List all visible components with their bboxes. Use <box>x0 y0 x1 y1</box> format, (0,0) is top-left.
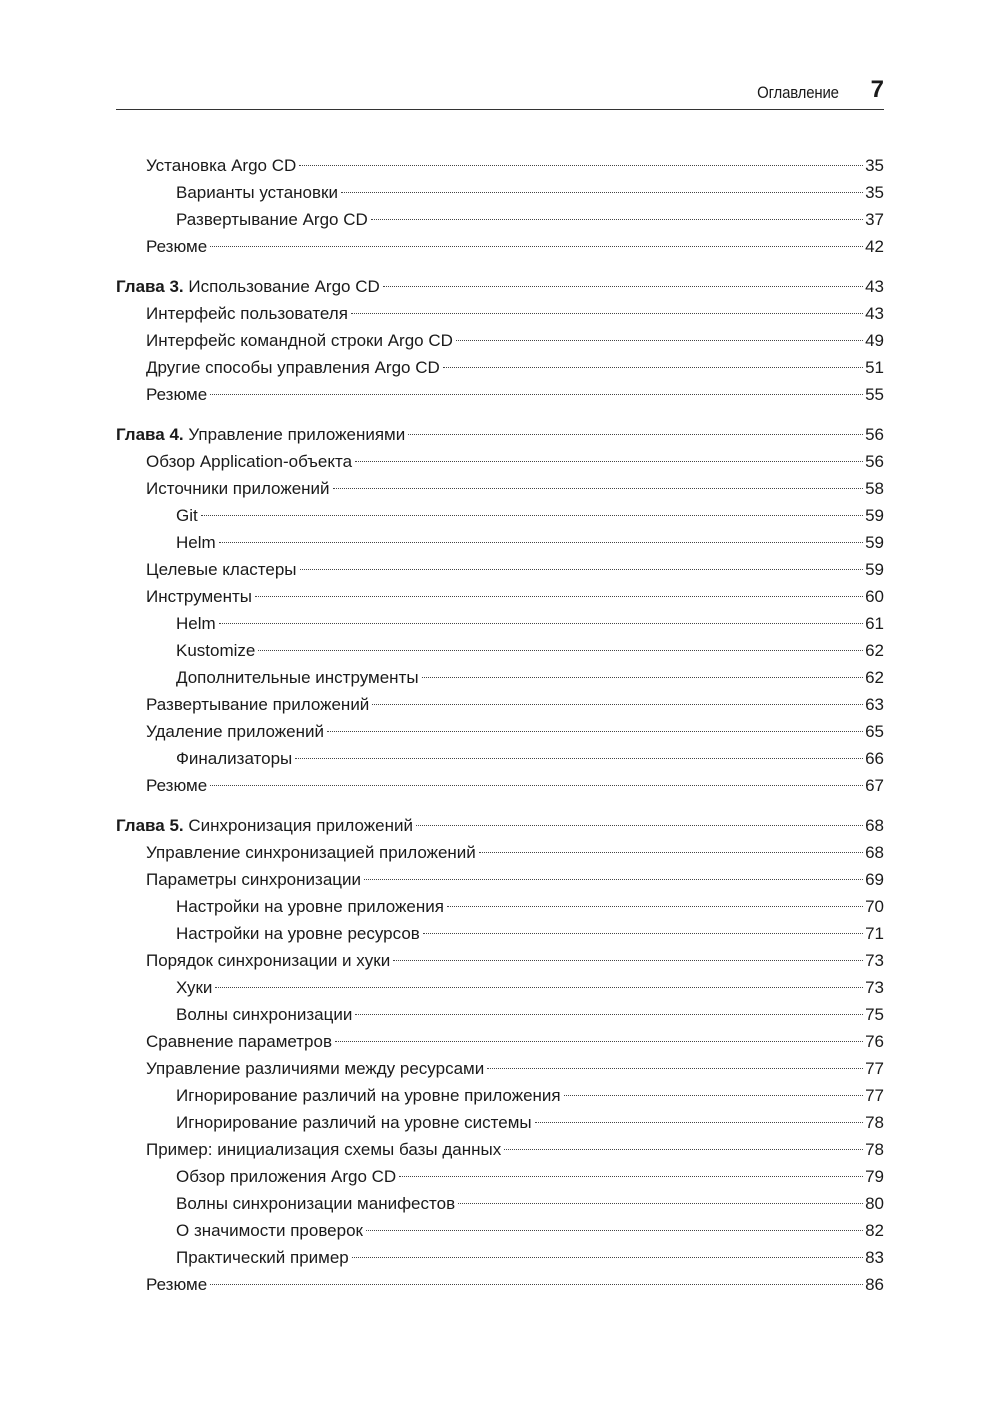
toc-entry-page: 59 <box>865 560 884 579</box>
toc-entry-label <box>146 947 392 974</box>
dot-leader <box>422 677 864 678</box>
dot-leader <box>201 515 863 516</box>
toc-entry-title: Резюме <box>146 385 208 404</box>
toc-entry-title: Интерфейс пользователя <box>146 304 348 323</box>
dot-leader <box>295 758 863 759</box>
toc-entry <box>116 327 884 354</box>
toc-entry <box>116 1190 884 1217</box>
toc-entry-title: Практический пример <box>176 1248 349 1267</box>
toc-entry-label <box>146 866 363 893</box>
toc-entry <box>116 691 884 718</box>
toc-entry-page: 65 <box>865 722 884 741</box>
toc-entry-page: 73 <box>865 951 884 970</box>
toc-entry-title: Варианты установки <box>176 183 338 202</box>
toc-entry-label <box>146 1028 334 1055</box>
dot-leader <box>456 340 863 341</box>
dot-leader <box>408 434 863 435</box>
toc-entry-label <box>146 381 209 408</box>
toc-entry <box>116 610 884 637</box>
toc-entry-page: 56 <box>865 425 884 444</box>
toc-entry-title: Хуки <box>176 978 213 997</box>
dot-leader <box>447 906 863 907</box>
toc-entry-label <box>176 974 214 1001</box>
toc-entry-title: Пример: инициализация схемы базы данных <box>146 1140 502 1159</box>
toc-entry <box>116 556 884 583</box>
toc-entry-title: Резюме <box>146 1275 208 1294</box>
toc-entry-page: 79 <box>865 1167 884 1186</box>
chapter-number: Глава 5. <box>116 816 184 835</box>
toc-entry-page: 77 <box>865 1086 884 1105</box>
toc-entry-page: 78 <box>865 1113 884 1132</box>
toc-entry-title: Helm <box>176 614 216 633</box>
toc-entry-label <box>116 273 382 300</box>
dot-leader <box>443 367 863 368</box>
running-header-title: Оглавление <box>756 83 839 102</box>
toc-entry <box>116 502 884 529</box>
toc-entry-label <box>146 583 254 610</box>
toc-entry <box>116 718 884 745</box>
toc-entry-title: Управление различиями между ресурсами <box>146 1059 485 1078</box>
toc-entry-page: 66 <box>865 749 884 768</box>
toc-entry-label <box>176 664 421 691</box>
toc-entry <box>116 583 884 610</box>
dot-leader <box>372 704 863 705</box>
dot-leader <box>341 192 863 193</box>
toc-entry <box>116 745 884 772</box>
dot-leader <box>258 650 863 651</box>
toc-entry <box>116 1163 884 1190</box>
toc-entry-title: Игнорирование различий на уровне системы <box>176 1113 532 1132</box>
toc-entry-label <box>176 920 422 947</box>
toc-entry-label <box>116 812 415 839</box>
toc-entry-title: Инструменты <box>146 587 253 606</box>
page-number: 7 <box>870 76 884 103</box>
toc-entry-page: 63 <box>865 695 884 714</box>
dot-leader <box>504 1149 863 1150</box>
toc-entry-page: 76 <box>865 1032 884 1051</box>
dot-leader <box>416 825 863 826</box>
toc-entry <box>116 179 884 206</box>
dot-leader <box>333 488 864 489</box>
toc-entry-page: 49 <box>865 331 884 350</box>
toc-entry-page: 51 <box>865 358 884 377</box>
toc-entry-title: Резюме <box>146 237 208 256</box>
toc-entry-page: 75 <box>865 1005 884 1024</box>
dot-leader <box>371 219 863 220</box>
toc-entry-title: Параметры синхронизации <box>146 870 361 889</box>
toc-entry-title: Волны синхронизации <box>176 1005 353 1024</box>
toc-entry-page: 69 <box>865 870 884 889</box>
toc-entry-title: Настройки на уровне ресурсов <box>176 924 420 943</box>
toc-entry-page: 77 <box>865 1059 884 1078</box>
dot-leader <box>393 960 863 961</box>
toc-entry-page: 86 <box>865 1275 884 1294</box>
dot-leader <box>564 1095 863 1096</box>
dot-leader <box>327 731 863 732</box>
toc-entry <box>116 637 884 664</box>
toc-entry-page: 43 <box>865 304 884 323</box>
dot-leader <box>351 313 863 314</box>
toc-entry-page: 68 <box>865 843 884 862</box>
toc-entry <box>116 354 884 381</box>
toc-entry-title: Целевые кластеры <box>146 560 297 579</box>
table-of-contents <box>116 152 884 1298</box>
dot-leader <box>255 596 863 597</box>
dot-leader <box>210 246 863 247</box>
toc-entry <box>116 1217 884 1244</box>
toc-entry-title: Волны синхронизации манифестов <box>176 1194 456 1213</box>
toc-entry-page: 62 <box>865 668 884 687</box>
toc-entry-label <box>146 448 354 475</box>
toc-entry-label <box>176 637 257 664</box>
dot-leader <box>364 879 863 880</box>
toc-entry <box>116 839 884 866</box>
toc-entry-page: 83 <box>865 1248 884 1267</box>
dot-leader <box>355 1014 863 1015</box>
toc-entry-title: Git <box>176 506 198 525</box>
dot-leader <box>210 785 863 786</box>
toc-entry-title: О значимости проверок <box>176 1221 363 1240</box>
toc-entry-page: 67 <box>865 776 884 795</box>
toc-entry-title: Управление синхронизацией приложений <box>146 843 476 862</box>
toc-entry-page: 58 <box>865 479 884 498</box>
toc-entry-page: 43 <box>865 277 884 296</box>
toc-entry-title: Удаление приложений <box>146 722 325 741</box>
toc-entry-title: Helm <box>176 533 216 552</box>
toc-entry-title: Kustomize <box>176 641 256 660</box>
toc-entry-page: 59 <box>865 533 884 552</box>
toc-entry-label <box>146 839 478 866</box>
dot-leader <box>335 1041 863 1042</box>
toc-entry <box>116 866 884 893</box>
toc-entry <box>116 1082 884 1109</box>
dot-leader <box>210 1284 863 1285</box>
toc-entry-title: Дополнительные инструменты <box>176 668 419 687</box>
toc-entry-title: Синхронизация приложений <box>188 816 413 835</box>
toc-entry <box>116 206 884 233</box>
toc-entry-title: Настройки на уровне приложения <box>176 897 444 916</box>
toc-entry-page: 62 <box>865 641 884 660</box>
toc-entry <box>116 300 884 327</box>
toc-entry-label <box>176 1244 351 1271</box>
dot-leader <box>399 1176 863 1177</box>
toc-entry <box>116 947 884 974</box>
toc-chapter-entry <box>116 812 884 839</box>
toc-entry-page: 82 <box>865 1221 884 1240</box>
dot-leader <box>219 623 863 624</box>
toc-entry-label <box>146 1136 503 1163</box>
toc-entry-label <box>176 893 446 920</box>
toc-entry-title: Управление приложениями <box>188 425 406 444</box>
toc-entry-label <box>176 1163 398 1190</box>
toc-chapter-entry <box>116 273 884 300</box>
toc-entry-label <box>176 502 200 529</box>
toc-entry-label <box>176 1001 354 1028</box>
toc-entry-label <box>146 233 209 260</box>
toc-entry <box>116 1271 884 1298</box>
toc-entry-label <box>116 421 407 448</box>
toc-entry-title: Развертывание приложений <box>146 695 370 714</box>
toc-entry-title: Интерфейс командной строки Argo CD <box>146 331 453 350</box>
dot-leader <box>487 1068 863 1069</box>
toc-entry <box>116 772 884 799</box>
toc-entry <box>116 974 884 1001</box>
toc-entry <box>116 1244 884 1271</box>
toc-entry-page: 61 <box>865 614 884 633</box>
dot-leader <box>383 286 863 287</box>
toc-entry-page: 70 <box>865 897 884 916</box>
dot-leader <box>479 852 863 853</box>
toc-entry <box>116 920 884 947</box>
toc-entry-label <box>176 1217 365 1244</box>
toc-entry-page: 35 <box>865 156 884 175</box>
toc-entry-title: Финализаторы <box>176 749 293 768</box>
toc-entry-label <box>146 691 371 718</box>
chapter-number: Глава 4. <box>116 425 184 444</box>
toc-entry-label <box>146 556 299 583</box>
toc-entry-label <box>176 206 370 233</box>
toc-entry-label <box>146 300 350 327</box>
toc-entry-label <box>176 745 294 772</box>
toc-entry-label <box>146 1271 209 1298</box>
toc-entry-page: 42 <box>865 237 884 256</box>
toc-entry-label <box>176 529 218 556</box>
toc-entry-page: 59 <box>865 506 884 525</box>
toc-entry <box>116 529 884 556</box>
toc-entry-title: Обзор Application-объекта <box>146 452 353 471</box>
toc-entry-label <box>146 475 332 502</box>
dot-leader <box>219 542 863 543</box>
toc-chapter-entry <box>116 421 884 448</box>
toc-entry-label <box>176 1082 563 1109</box>
toc-entry <box>116 1055 884 1082</box>
toc-entry-page: 37 <box>865 210 884 229</box>
dot-leader <box>366 1230 863 1231</box>
toc-entry-label <box>146 354 442 381</box>
toc-entry <box>116 1001 884 1028</box>
toc-entry <box>116 152 884 179</box>
toc-entry-page: 73 <box>865 978 884 997</box>
dot-leader <box>300 569 864 570</box>
toc-entry-page: 68 <box>865 816 884 835</box>
toc-entry-title: Развертывание Argo CD <box>176 210 368 229</box>
toc-entry-label <box>176 610 218 637</box>
toc-entry-title: Источники приложений <box>146 479 330 498</box>
toc-entry-label <box>146 772 209 799</box>
toc-entry-title: Резюме <box>146 776 208 795</box>
toc-entry-page: 35 <box>865 183 884 202</box>
chapter-number: Глава 3. <box>116 277 184 296</box>
toc-entry-title: Порядок синхронизации и хуки <box>146 951 391 970</box>
toc-entry-page: 55 <box>865 385 884 404</box>
toc-entry-page: 56 <box>865 452 884 471</box>
toc-entry-label <box>176 179 340 206</box>
toc-entry <box>116 233 884 260</box>
toc-entry <box>116 381 884 408</box>
dot-leader <box>535 1122 863 1123</box>
toc-entry-title: Другие способы управления Argo CD <box>146 358 440 377</box>
toc-entry-label <box>176 1109 534 1136</box>
toc-entry-label <box>146 327 455 354</box>
toc-entry-label <box>146 152 298 179</box>
dot-leader <box>355 461 863 462</box>
toc-entry-title: Использование Argo CD <box>188 277 380 296</box>
toc-entry-title: Обзор приложения Argo CD <box>176 1167 397 1186</box>
toc-entry-title: Сравнение параметров <box>146 1032 332 1051</box>
toc-entry-page: 80 <box>865 1194 884 1213</box>
page-header <box>116 74 884 110</box>
toc-entry <box>116 893 884 920</box>
toc-entry <box>116 448 884 475</box>
toc-entry-title: Установка Argo CD <box>146 156 297 175</box>
dot-leader <box>215 987 863 988</box>
dot-leader <box>352 1257 863 1258</box>
toc-entry <box>116 664 884 691</box>
dot-leader <box>210 394 863 395</box>
toc-entry-title: Игнорирование различий на уровне приложения <box>176 1086 561 1105</box>
toc-entry-label <box>176 1190 457 1217</box>
toc-entry-label <box>146 718 326 745</box>
toc-entry-page: 71 <box>865 924 884 943</box>
dot-leader <box>423 933 863 934</box>
toc-entry <box>116 1028 884 1055</box>
toc-entry-page: 78 <box>865 1140 884 1159</box>
toc-entry-label <box>146 1055 486 1082</box>
toc-entry <box>116 475 884 502</box>
dot-leader <box>299 165 863 166</box>
toc-entry-page: 60 <box>865 587 884 606</box>
toc-entry <box>116 1109 884 1136</box>
toc-entry <box>116 1136 884 1163</box>
dot-leader <box>458 1203 863 1204</box>
